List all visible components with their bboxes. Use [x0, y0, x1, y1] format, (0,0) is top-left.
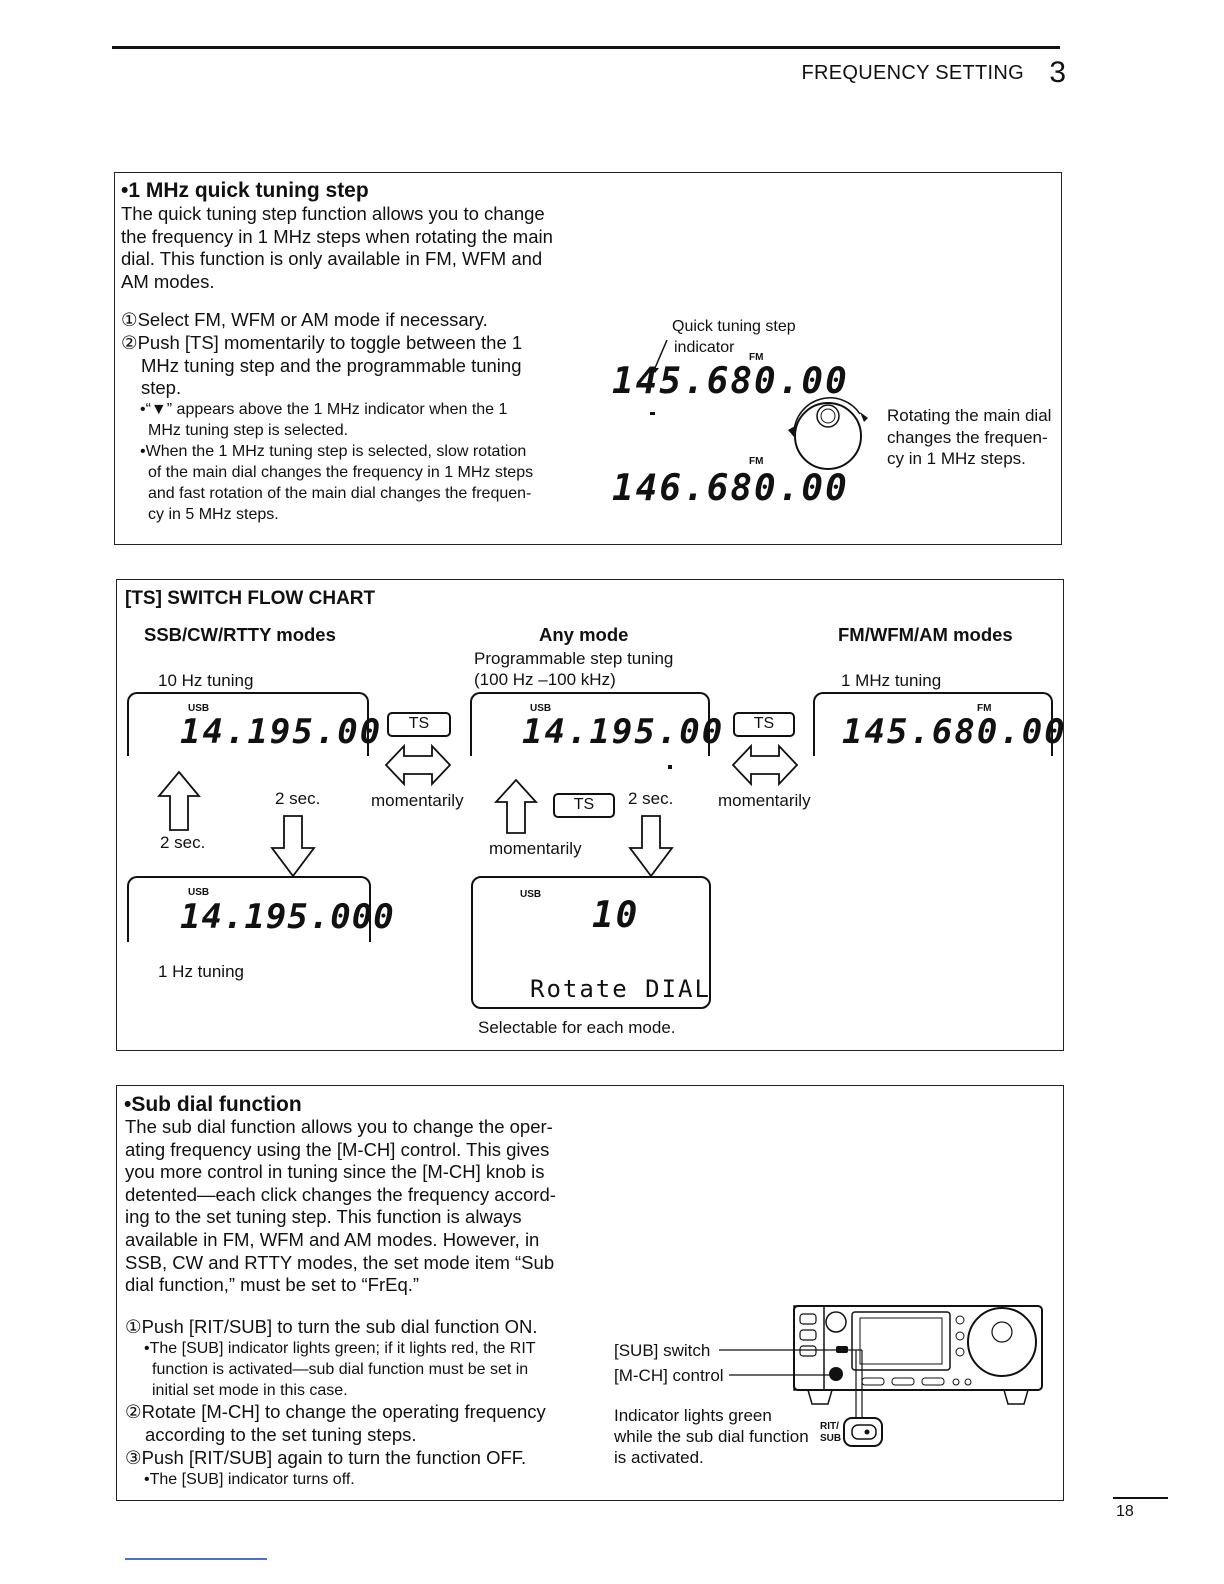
quick-tuning-paragraph: The quick tuning step function allows you to change the frequency in 1 MHz steps when rotating the main dial. This function is only available in FM, WFM and AM modes.: [121, 203, 553, 292]
two-sec-3: 2 sec.: [628, 789, 674, 808]
fm-tag-top: FM: [749, 352, 764, 363]
col3-sub: 1 MHz tuning: [841, 671, 942, 690]
page-number: 18: [1116, 1503, 1134, 1520]
frequency-display-bottom: 146.680.00: [612, 468, 849, 509]
rit-label: RIT/: [820, 1421, 839, 1432]
col1-title: SSB/CW/RTTY modes: [144, 624, 336, 645]
two-sec-2: 2 sec.: [160, 833, 206, 852]
selectable-caption: Selectable for each mode.: [478, 1018, 676, 1037]
one-hz-label: 1 Hz tuning: [158, 962, 244, 981]
ts-button-3[interactable]: TS: [553, 793, 615, 818]
section-title: FREQUENCY SETTING: [801, 62, 1024, 84]
radio-front-panel-illustration: [712, 1300, 1052, 1460]
sub-dial-heading: •Sub dial function: [124, 1093, 302, 1116]
usb-tag-1: USB: [188, 703, 210, 714]
chapter-number: 3: [1049, 56, 1066, 89]
ts-button-2[interactable]: TS: [733, 712, 795, 737]
col3-title: FM/WFM/AM modes: [838, 624, 1013, 645]
sub-switch-label: [SUB] switch: [614, 1341, 711, 1360]
col2-sub: Programmable step tuning (100 Hz –100 kHz): [474, 649, 674, 689]
quick-step-1: ①Select FM, WFM or AM mode if necessary.: [121, 309, 488, 330]
momentarily-2: momentarily: [718, 791, 811, 810]
usb-tag-5: USB: [520, 889, 542, 900]
down-arrow-1: [268, 814, 318, 878]
double-arrow-2: [731, 742, 801, 788]
usb-tag-4: USB: [188, 887, 210, 898]
bottom-blue-rule: [125, 1558, 267, 1560]
sub-dial-paragraph: The sub dial function allows you to change the oper- ating frequency using the [M-CH] control. This gives you more control in tuning since the [M-CH] knob is detented—each click changes the frequency accord- ing to the set tuning step. This function is always available in FM, WFM and AM modes. However, in SSB, CW and RTTY modes, the set mode item “Sub dial function,” must be set to “FrEq.”: [125, 1116, 556, 1296]
sub-step-1: ①Push [RIT/SUB] to turn the sub dial function ON.: [125, 1316, 538, 1337]
dial-caption: Rotating the main dial changes the frequen- cy in 1 MHz steps.: [887, 406, 1052, 468]
indicator-label: Indicator lights green while the sub dial function is activated.: [614, 1406, 809, 1467]
lcd-10hz-value: 14.195.00: [180, 712, 383, 752]
rotate-dial-text: Rotate DIAL: [530, 975, 711, 1003]
dot-marker-2: [668, 765, 672, 769]
usb-tag-2: USB: [530, 703, 552, 714]
lcd-step-value: 10: [592, 895, 640, 936]
sub-bullet-1: •The [SUB] indicator lights green; if it lights red, the RIT function is activated—sub dial function must be set in initial set mode in this case.: [144, 1340, 536, 1399]
momentarily-3: momentarily: [489, 839, 582, 858]
dot-marker: [650, 412, 655, 415]
up-arrow-2: [494, 778, 538, 836]
col2-title: Any mode: [539, 624, 629, 645]
sub-bullet-3: •The [SUB] indicator turns off.: [144, 1471, 355, 1488]
ts-button-1[interactable]: TS: [387, 712, 451, 737]
up-arrow-1: [157, 770, 201, 834]
quick-step-2: ②Push [TS] momentarily to toggle between the 1 MHz tuning step and the programmable tuning step.: [121, 332, 523, 399]
sub-label: SUB: [820, 1433, 842, 1444]
quick-bullet-1: •“▼” appears above the 1 MHz indicator when the 1 MHz tuning step is selected.: [140, 401, 508, 439]
footer-rule: [1113, 1497, 1168, 1499]
quick-tuning-heading: •1 MHz quick tuning step: [121, 179, 369, 202]
indicator-callout: Quick tuning step indicator: [672, 318, 796, 356]
mch-control-label: [M-CH] control: [614, 1366, 724, 1385]
lcd-1hz-value: 14.195.000: [180, 897, 395, 937]
col1-sub: 10 Hz tuning: [158, 671, 254, 690]
header-rule: [112, 46, 1060, 49]
fm-tag-bottom: FM: [749, 456, 764, 467]
two-sec-1: 2 sec.: [275, 789, 321, 808]
lcd-1mhz-value: 145.680.00: [842, 712, 1067, 752]
sub-step-3: ③Push [RIT/SUB] again to turn the function OFF.: [125, 1447, 527, 1468]
quick-bullet-2: •When the 1 MHz tuning step is selected, slow rotation of the main dial changes the frequency in 1 MHz steps and fast rotation of the main dial changes the frequen- cy in 5 MHz steps.: [140, 443, 534, 523]
lcd-programmable-value: 14.195.00: [522, 712, 725, 752]
momentarily-1: momentarily: [371, 791, 464, 810]
double-arrow-1: [384, 742, 454, 788]
down-arrow-2: [626, 814, 676, 878]
frequency-display-top: 145.680.00: [612, 361, 849, 402]
sub-step-2: ②Rotate [M-CH] to change the operating frequency according to the set tuning steps.: [125, 1401, 546, 1445]
flow-chart-heading: [TS] SWITCH FLOW CHART: [125, 588, 376, 609]
fm-tag-lcd3: FM: [977, 703, 992, 714]
